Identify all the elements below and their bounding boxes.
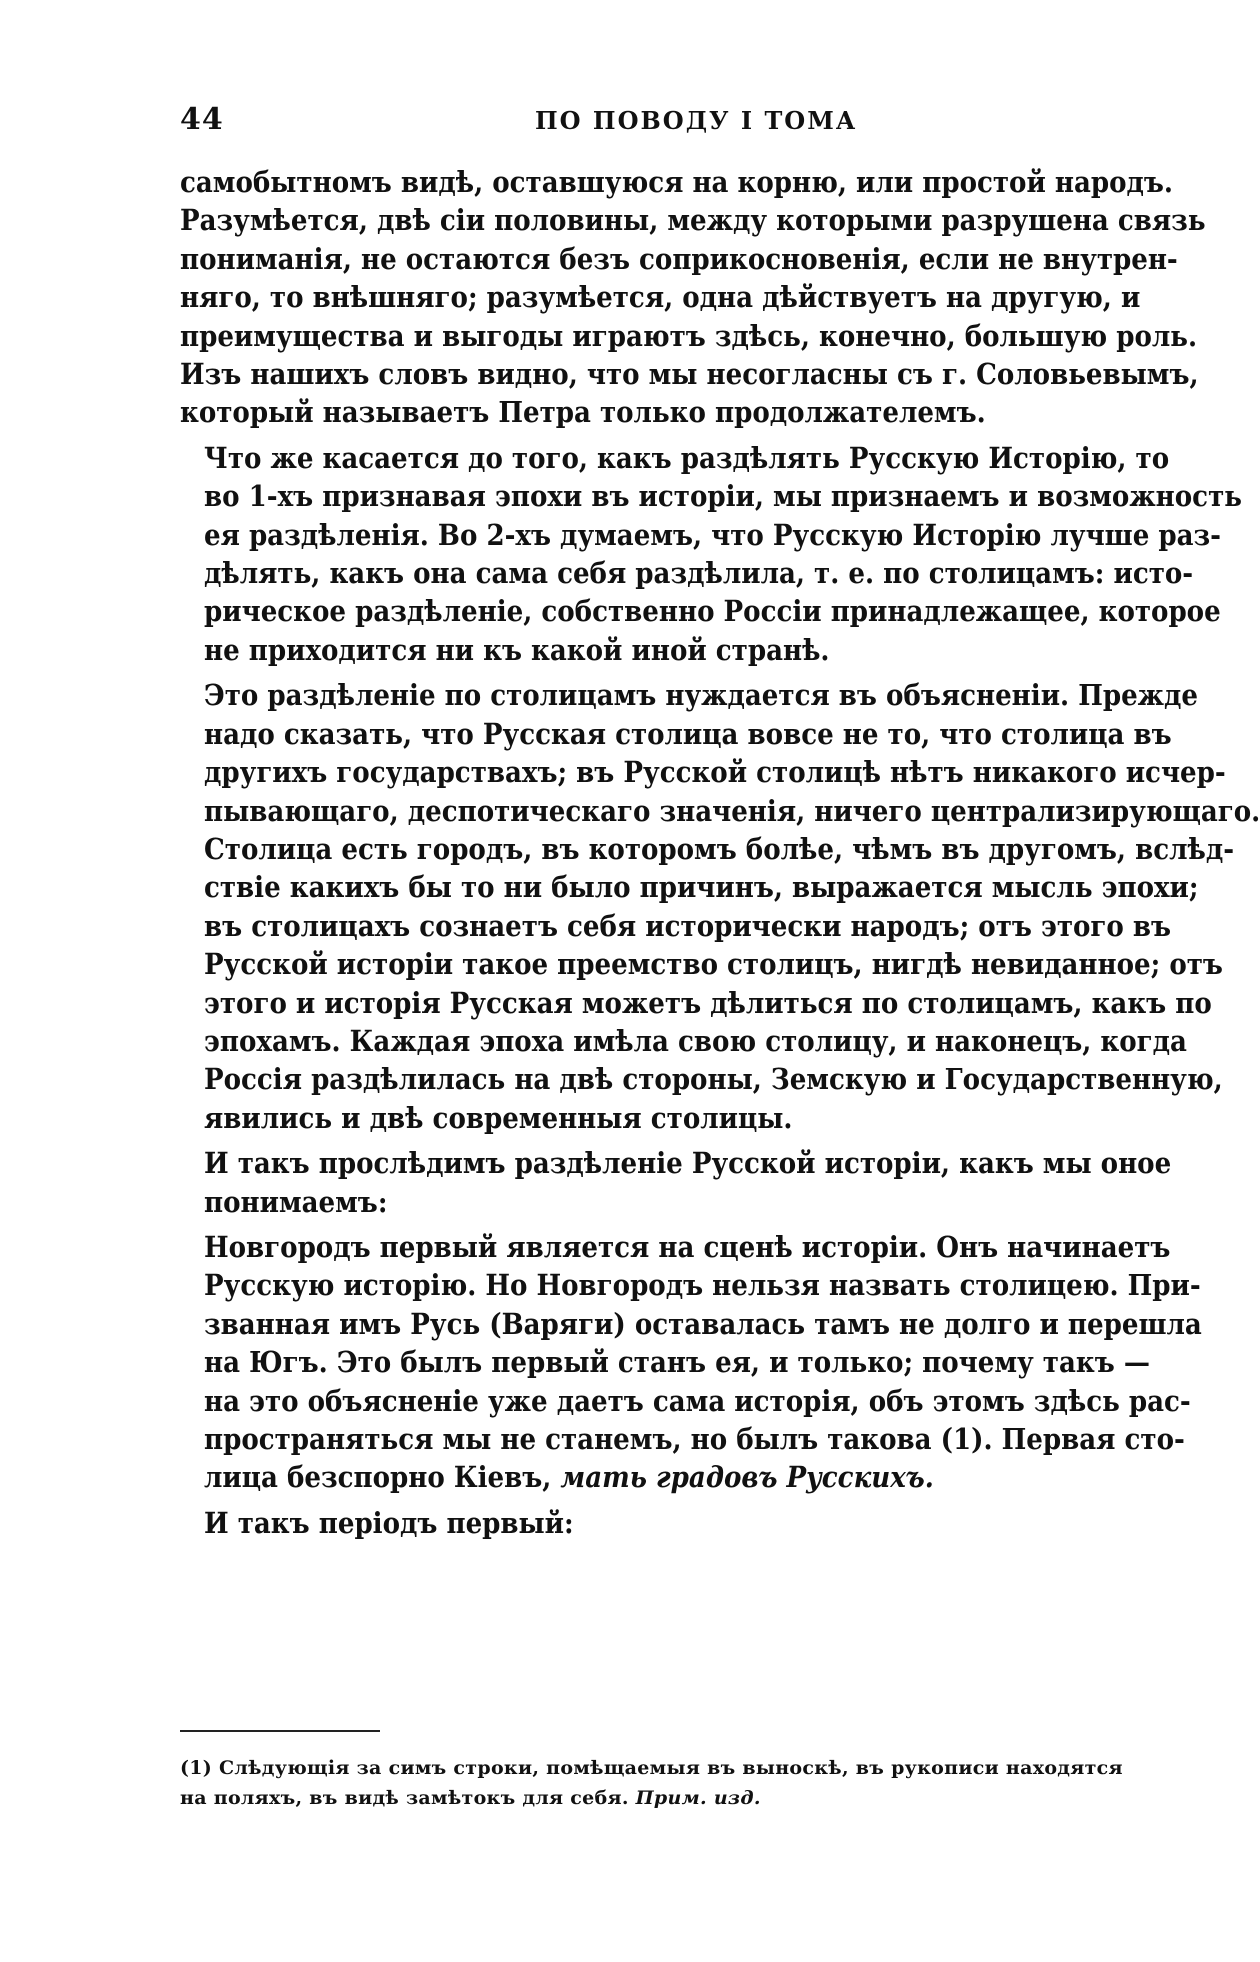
text-line: дѣлять, какъ она сама себя раздѣлила, т. е. по столицамъ: исто-	[204, 556, 1194, 591]
page-header	[180, 102, 1085, 142]
text-line: эпохамъ. Каждая эпоха имѣла свою столицу, и наконецъ, когда	[204, 1023, 1187, 1058]
paragraph	[180, 1144, 1172, 1221]
footnote-line: (1) Слѣдующія за симъ строки, помѣщаемыя въ выноскѣ, въ рукописи находятся	[180, 1757, 1123, 1779]
text-line: Это раздѣленіе по столицамъ нуждается въ объясненіи. Прежде	[204, 678, 1199, 713]
text-line: въ столицахъ сознаетъ себя исторически народъ; отъ этого въ	[204, 908, 1172, 943]
text-line: не приходится ни къ какой иной странѣ.	[204, 632, 830, 667]
running-head: ПО ПОВОДУ I ТОМА	[535, 106, 858, 135]
text-line: Новгородъ первый является на сценѣ исторіи. Онъ начинаетъ	[204, 1229, 1171, 1264]
text-line: Русскую исторію. Но Новгородъ нельзя назвать столицею. При-	[204, 1268, 1201, 1303]
footnote	[180, 1753, 1123, 1813]
text-line: няго, то внѣшняго; разумѣется, одна дѣйствуетъ на другую, и	[180, 280, 1141, 315]
paragraph	[180, 1228, 1202, 1497]
text-line: Что же касается до того, какъ раздѣлять Русскую Исторію, то	[204, 440, 1170, 475]
text-line: ствіе какихъ бы то ни было причинъ, выражается мысль эпохи;	[204, 870, 1199, 905]
paragraph	[180, 1504, 1085, 1542]
page-number: 44	[180, 102, 224, 137]
text-line: Изъ нашихъ словъ видно, что мы несогласны съ г. Соловьевымъ,	[180, 357, 1199, 392]
text-line: Разумѣется, двѣ сіи половины, между которыми разрушена связь	[180, 203, 1206, 238]
text-line: пывающаго, деспотическаго значенія, ничего централизирующаго.	[204, 793, 1260, 828]
text-line: на это объясненіе уже даетъ сама исторія, объ этомъ здѣсь рас-	[204, 1383, 1191, 1418]
text-line: преимущества и выгоды играютъ здѣсь, конечно, большую роль.	[180, 318, 1198, 353]
text-line: во 1-хъ признавая эпохи въ исторіи, мы признаемъ и возможность	[204, 479, 1242, 514]
text-line: Столица есть городъ, въ которомъ болѣе, чѣмъ въ другомъ, вслѣд-	[204, 831, 1235, 866]
paragraph	[180, 439, 1242, 669]
text-line: этого и исторія Русская можетъ дѣлиться по столицамъ, какъ по	[204, 985, 1212, 1020]
text-line: И такъ періодъ первый:	[204, 1505, 574, 1540]
text-line: пространяться мы не станемъ, но былъ такова (1). Первая сто-	[204, 1422, 1185, 1456]
footnote-line	[180, 1783, 1085, 1813]
text-line: явились и двѣ современныя столицы.	[204, 1100, 793, 1135]
paragraph	[180, 676, 1260, 1137]
text-line	[180, 1458, 1085, 1496]
main-text	[180, 163, 1260, 1549]
text-line-start: лица безспорно Кіевъ,	[204, 1460, 561, 1495]
paragraph	[180, 163, 1206, 432]
editor-note: Прим. изд.	[635, 1787, 761, 1809]
text-line: надо сказать, что Русская столица вовсе не то, что столица въ	[204, 716, 1172, 751]
text-line: Русской исторіи такое преемство столицъ, нигдѣ невиданное; отъ	[204, 947, 1223, 982]
text-line: на Югъ. Это былъ первый станъ ея, и только; почему такъ —	[204, 1345, 1150, 1380]
text-line: званная имъ Русь (Варяги) оставалась тамъ не долго и перешла	[204, 1306, 1202, 1341]
text-line: который называетъ Петра только продолжателемъ.	[180, 395, 986, 430]
emphasized-phrase: мать градовъ Русскихъ.	[560, 1460, 934, 1495]
footnote-line-start: на поляхъ, въ видѣ замѣтокъ для себя.	[180, 1787, 636, 1809]
text-line: пониманія, не остаются безъ соприкосновенія, если не внутрен-	[180, 241, 1178, 276]
text-line: ея раздѣленія. Во 2-хъ думаемъ, что Русскую Исторію лучше раз-	[204, 517, 1222, 552]
text-line: самобытномъ видѣ, оставшуюся на корню, или простой народъ.	[180, 165, 1173, 199]
footnote-divider	[180, 1730, 380, 1732]
text-line: рическое раздѣленіе, собственно Россіи принадлежащее, которое	[204, 594, 1221, 629]
text-line: понимаемъ:	[204, 1184, 388, 1219]
text-line: другихъ государствахъ; въ Русской столицѣ нѣтъ никакого исчер-	[204, 755, 1226, 790]
text-line: Россія раздѣлилась на двѣ стороны, Земскую и Государственную,	[204, 1062, 1223, 1097]
text-line: И такъ прослѣдимъ раздѣленіе Русской исторіи, какъ мы оное	[204, 1146, 1172, 1181]
